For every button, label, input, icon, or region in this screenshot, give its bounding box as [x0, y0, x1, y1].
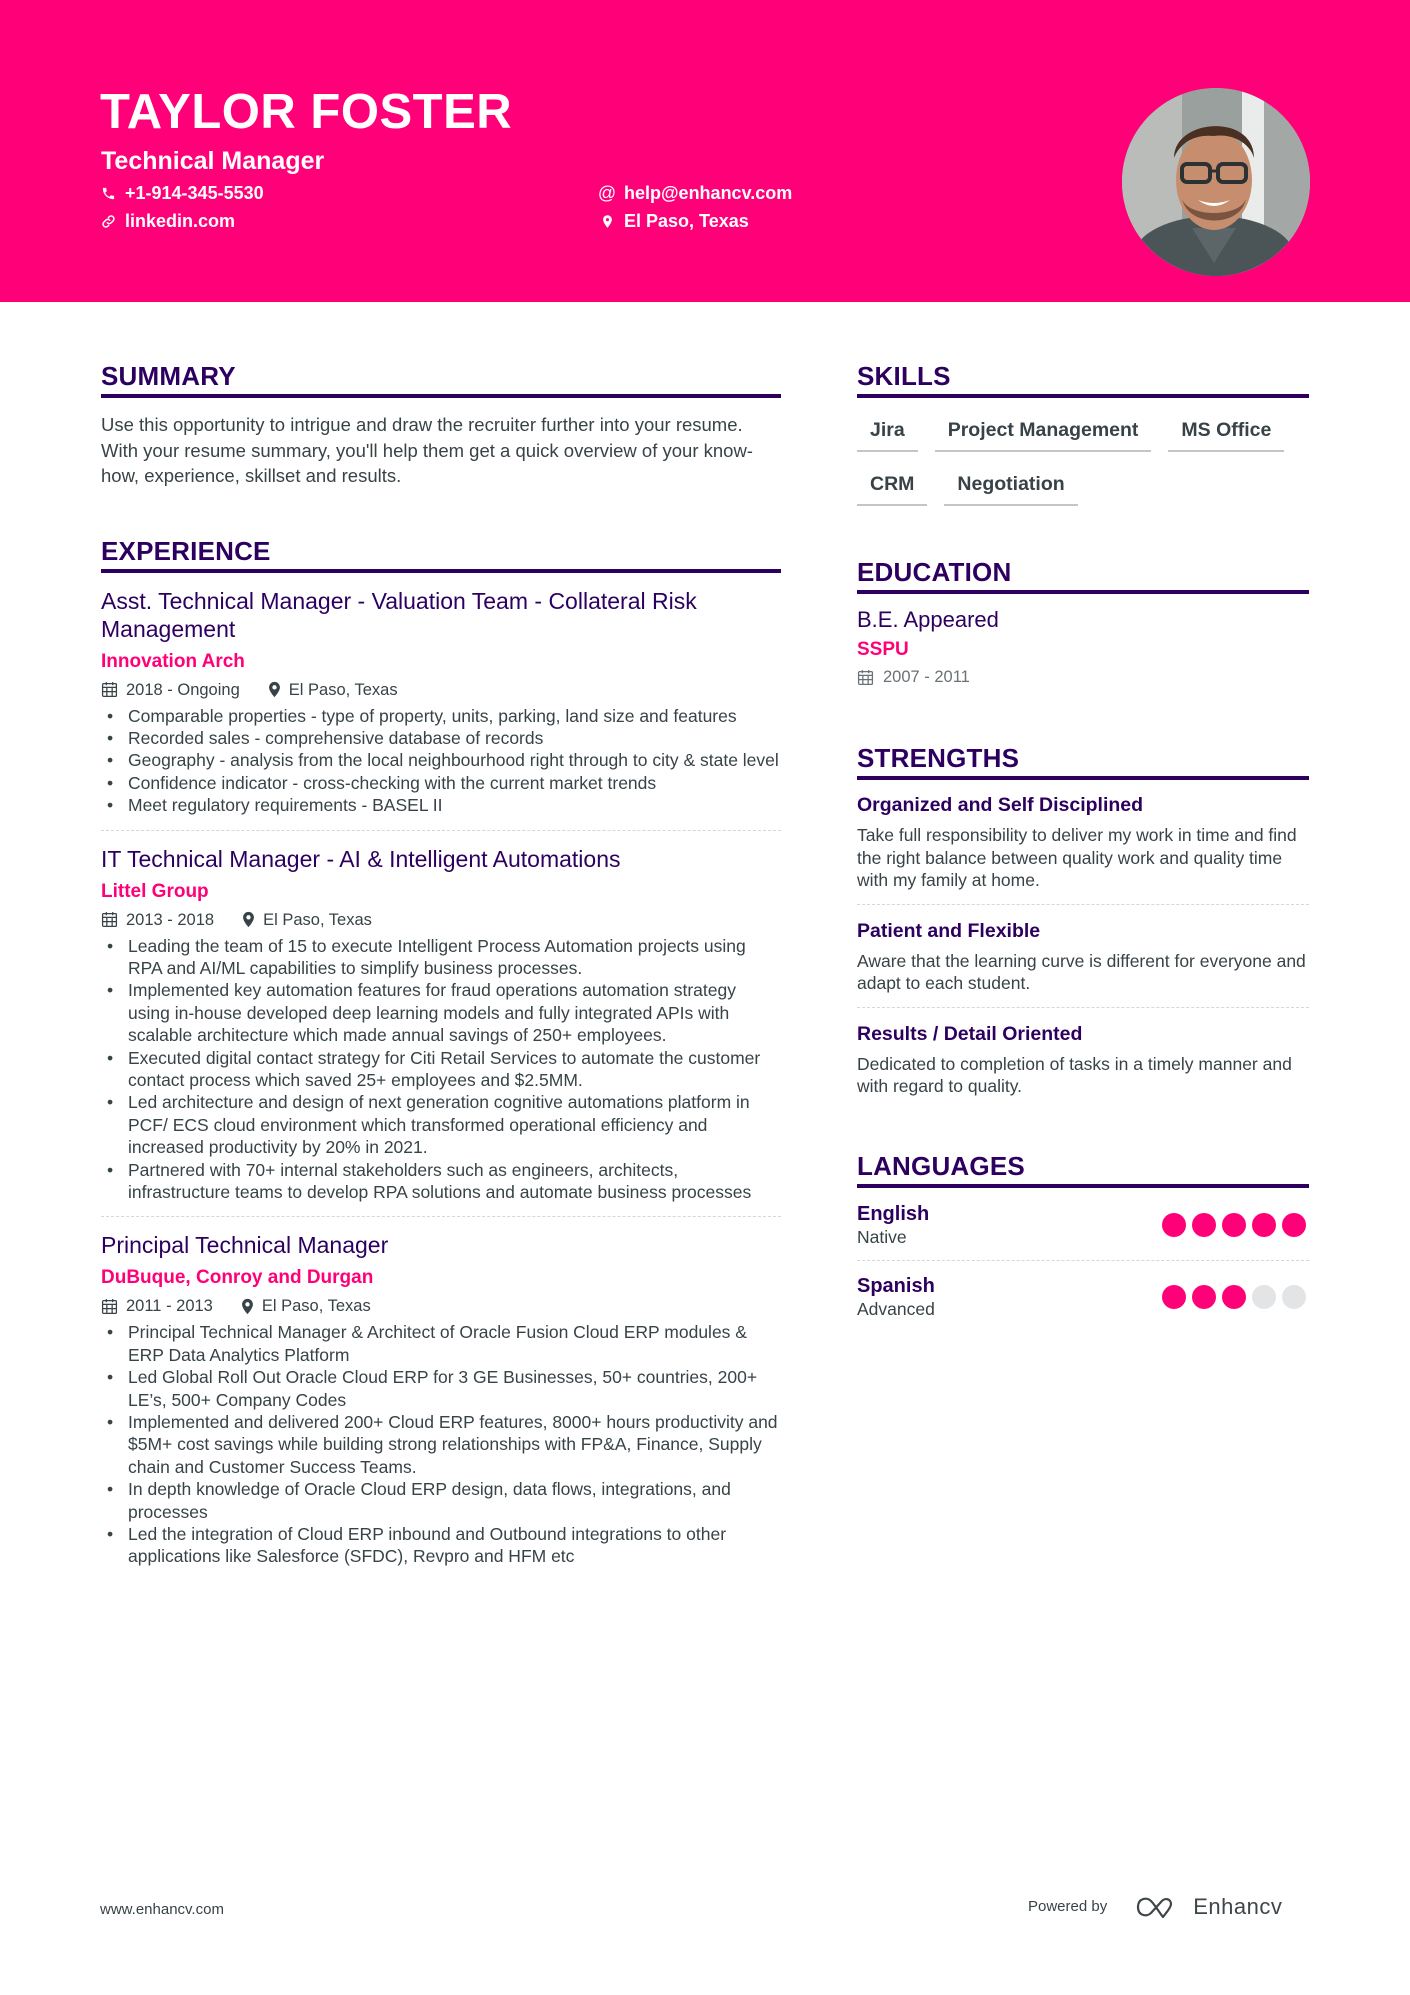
rating-dot: [1222, 1285, 1246, 1309]
location-pin-icon: [599, 212, 615, 230]
strength-description: Take full responsibility to deliver my work in time and find the right balance between quality work and quality time with my family at home.: [857, 825, 1297, 890]
enhancv-brand-name: Enhancv: [1193, 1894, 1283, 1919]
job-bullet: • Led Global Roll Out Oracle Cloud ERP for 3 GE Businesses, 50+ countries, 200+ LE’s, 500+ Company Codes: [101, 1366, 781, 1411]
job-bullet: • Leading the team of 15 to execute Intelligent Process Automation projects using RPA and AI/ML capabilities to simplify business processes.: [101, 935, 781, 980]
languages-heading: LANGUAGES: [857, 1150, 1025, 1181]
education-school: SSPU: [857, 639, 909, 660]
experience-heading: EXPERIENCE: [101, 535, 271, 566]
location-text: El Paso, Texas: [624, 211, 749, 231]
strength-title: Organized and Self Disciplined: [857, 794, 1144, 816]
rating-dot: [1192, 1285, 1216, 1309]
job-bullet: • Meet regulatory requirements - BASEL II: [101, 794, 781, 816]
strengths-section: [857, 742, 1309, 1098]
skill-tag: CRM: [857, 464, 927, 506]
education-heading: EDUCATION: [857, 557, 1012, 587]
strength-description: Dedicated to completion of tasks in a timely manner and with regard to quality.: [857, 1053, 1292, 1096]
job-company: Innovation Arch: [101, 650, 245, 672]
phone-icon: [100, 184, 116, 202]
education-degree: B.E. Appeared: [857, 607, 999, 632]
at-icon: @: [597, 183, 617, 203]
job-entry: [101, 1231, 781, 1567]
strength-divider: [857, 1007, 1309, 1008]
profile-photo: [1122, 88, 1310, 276]
language-level: Advanced: [857, 1298, 935, 1319]
calendar-icon: [101, 681, 118, 698]
strength-item: [857, 793, 1309, 892]
job-bullet: • In depth knowledge of Oracle Cloud ERP design, data flows, integrations, and processes: [101, 1478, 781, 1523]
rating-dot: [1192, 1213, 1216, 1237]
language-rating: [1156, 1213, 1306, 1237]
job-bullet: • Implemented and delivered 200+ Cloud ERP features, 8000+ hours productivity and $5M+ cost savings while building strong relationships with FP&A, Finance, Supply chain and Customer Success Teams.: [101, 1411, 781, 1478]
skill-tag: Jira: [857, 410, 918, 452]
calendar-icon: [101, 1298, 118, 1315]
language-item: [857, 1274, 1309, 1320]
experience-section: [101, 535, 781, 1568]
job-meta: [101, 1295, 781, 1317]
rating-dot: [1162, 1285, 1186, 1309]
section-rule: [857, 590, 1309, 594]
job-bullet: • Geography - analysis from the local neighbourhood right through to city & state level: [101, 749, 781, 771]
summary-heading: SUMMARY: [101, 361, 236, 391]
job-dates: 2013 - 2018: [126, 910, 215, 929]
job-meta: [101, 909, 781, 931]
job-location: El Paso, Texas: [261, 1297, 371, 1316]
strength-title: Results / Detail Oriented: [857, 1022, 1083, 1045]
strength-item: [857, 1022, 1309, 1098]
job-entry: [101, 587, 781, 817]
language-level: Native: [857, 1226, 907, 1247]
job-divider: [101, 1216, 781, 1217]
rating-dot: [1162, 1213, 1186, 1237]
section-rule: [101, 394, 781, 398]
enhancv-logo-icon: [1135, 1896, 1181, 1918]
languages-section: [857, 1150, 1309, 1320]
language-rating: [1156, 1285, 1306, 1309]
job-bullet: • Recorded sales - comprehensive database of records: [101, 727, 781, 749]
footer-website[interactable]: www.enhancv.com: [100, 1901, 224, 1918]
job-divider: [101, 830, 781, 831]
job-role: Asst. Technical Manager - Valuation Team - Collateral Risk Management: [101, 587, 697, 642]
section-rule: [101, 569, 781, 573]
skills-list: [857, 410, 1309, 518]
resume-header: [0, 0, 1410, 302]
summary-text: Use this opportunity to intrigue and draw the recruiter further into your resume. With your resume summary, you'll help them get a quick overview of your know-how, experience, skillset and results.: [101, 414, 753, 486]
skills-heading: SKILLS: [857, 361, 951, 391]
job-bullet: • Partnered with 70+ internal stakeholders such as engineers, architects, infrastructure teams to develop RPA solutions and automate business processes: [101, 1159, 781, 1204]
contact-email[interactable]: [599, 181, 792, 205]
linkedin-link[interactable]: linkedin.com: [125, 211, 236, 231]
job-bullet: • Led architecture and design of next generation cognitive automations platform in PCF/ ECS cloud environment which transformed operational efficiency and increased productivity by 20% in 2021.: [101, 1091, 781, 1158]
job-bullet: • Led the integration of Cloud ERP inbound and Outbound integrations to other applications like Salesforce (SFDC), Revpro and HFM etc: [101, 1523, 781, 1568]
skill-tag: Negotiation: [944, 464, 1077, 506]
strength-title: Patient and Flexible: [857, 919, 1041, 942]
rating-dot: [1252, 1285, 1276, 1309]
skills-section: [857, 360, 1309, 518]
job-bullet: • Implemented key automation features for fraud operations automation strategy using in-house developed deep learning models and fully integrated APIs with scalable architecture which made annual savings of 250+ employees.: [101, 979, 781, 1046]
job-company: DuBuque, Conroy and Durgan: [101, 1267, 374, 1289]
email-link[interactable]: help@enhancv.com: [624, 183, 793, 203]
job-company: Littel Group: [101, 880, 209, 902]
rating-dot: [1282, 1285, 1306, 1309]
job-bullets: [101, 1321, 781, 1567]
section-rule: [857, 776, 1309, 780]
right-column: [857, 360, 1309, 1320]
job-bullet: • Comparable properties - type of property, units, parking, land size and features: [101, 705, 781, 727]
job-role: IT Technical Manager - AI & Intelligent Automations: [101, 845, 621, 872]
enhancv-brand[interactable]: [1135, 1896, 1282, 1918]
contact-phone: [100, 181, 264, 205]
language-name: English: [857, 1202, 930, 1225]
education-dates: [857, 666, 1309, 688]
left-column: [101, 360, 781, 1568]
summary-section: [101, 360, 781, 489]
education-section: [857, 556, 1309, 688]
strength-divider: [857, 904, 1309, 905]
strength-description: Aware that the learning curve is different for everyone and adapt to each student.: [857, 950, 1306, 993]
job-bullets: [101, 705, 781, 817]
job-bullet: • Principal Technical Manager & Architect of Oracle Fusion Cloud ERP modules & ERP Data Analytics Platform: [101, 1321, 781, 1366]
job-location: El Paso, Texas: [263, 910, 372, 929]
job-bullet: • Executed digital contact strategy for Citi Retail Services to automate the customer contact process which saved 25+ employees and $2.5MM.: [101, 1047, 781, 1092]
skill-tag: Project Management: [935, 410, 1152, 452]
language-divider: [857, 1260, 1309, 1261]
language-name: Spanish: [857, 1274, 935, 1297]
section-rule: [857, 1184, 1309, 1188]
skill-tag: MS Office: [1168, 410, 1284, 452]
rating-dot: [1252, 1213, 1276, 1237]
calendar-icon: [101, 911, 118, 928]
job-entry: [101, 845, 781, 1204]
job-bullet: • Confidence indicator - cross-checking with the current market trends: [101, 772, 781, 794]
location-pin-icon: [241, 1298, 254, 1315]
job-location: El Paso, Texas: [288, 680, 398, 699]
job-meta: [101, 679, 781, 701]
strength-item: [857, 919, 1309, 995]
strengths-heading: STRENGTHS: [857, 743, 1020, 773]
candidate-name: TAYLOR FOSTER: [100, 85, 513, 139]
job-dates: 2018 - Ongoing: [126, 680, 240, 699]
job-bullets: [101, 935, 781, 1204]
link-icon: [100, 212, 116, 230]
footer-powered-by: [1028, 1896, 1282, 1918]
education-dates-text: 2007 - 2011: [883, 668, 970, 686]
language-item: [857, 1202, 1309, 1248]
contact-location: [599, 209, 749, 233]
phone-text: +1-914-345-5530: [125, 183, 264, 203]
calendar-icon: [857, 669, 874, 686]
candidate-title: Technical Manager: [101, 147, 325, 175]
job-role: Principal Technical Manager: [101, 1232, 389, 1259]
powered-by-text: Powered by: [1028, 1898, 1108, 1915]
contact-linkedin[interactable]: [100, 209, 235, 233]
job-dates: 2011 - 2013: [126, 1297, 213, 1316]
rating-dot: [1222, 1213, 1246, 1237]
rating-dot: [1282, 1213, 1306, 1237]
section-rule: [857, 394, 1309, 398]
location-pin-icon: [242, 911, 255, 928]
location-pin-icon: [268, 681, 281, 698]
